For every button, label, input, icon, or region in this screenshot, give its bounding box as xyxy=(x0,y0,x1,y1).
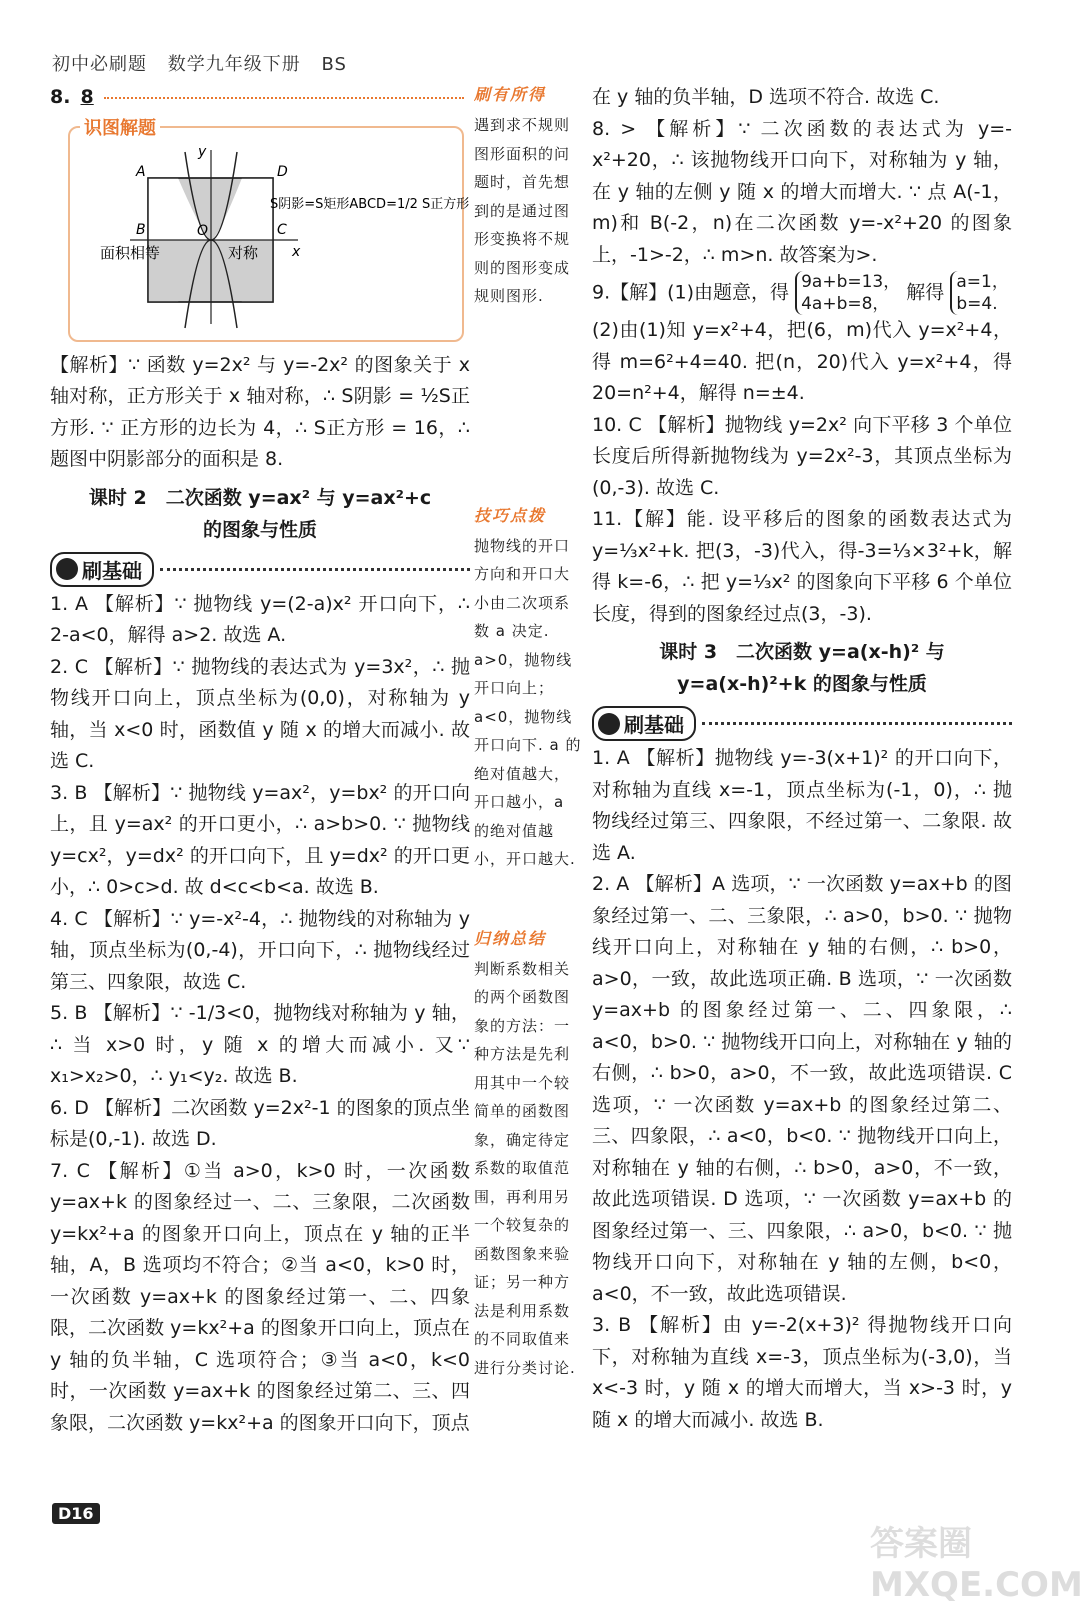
side-title-1: 刷有所得 xyxy=(474,85,547,104)
r-p3: 3. B 【解析】由 y=-2(x+3)² 得抛物线开口向下，对称轴为直线 x=-3，顶点坐标为(-3,0)，当 x<-3 时，y 随 x 的增大而增大，当 x>-3 时，y 随 x 的增大而减小. 故选 B. xyxy=(592,1314,1012,1431)
q3: 3. B 【解析】∵ 抛物线 y=ax²，y=bx² 的开口向上，且 y=ax² 的开口更小，∴ a>b>0. ∵ 抛物线 y=cx²，y=dx² 的开口向下，且 y=dx² 的开口更小，∴ 0>c>d. 故 d<c<b<a. 故选 B. xyxy=(50,781,470,898)
origin-o: O xyxy=(197,222,209,239)
page-number: D16 xyxy=(52,1503,100,1524)
side-text-2: 抛物线的开口方向和开口大小由二次项系数 a 决定. a>0，抛物线开口向上；a<0，抛物线开口向下. a 的绝对值越大，开口越小，a 的绝对值越小，开口越大. xyxy=(474,536,582,868)
point-d: D xyxy=(277,163,288,180)
series-name: 初中必刷题 xyxy=(52,54,147,75)
r-q9a: 9.【解】(1)由题意，得 9a+b=13， 4a+b=8， 解得 a=1， b=4. xyxy=(592,272,1009,314)
axis-x-label: x xyxy=(292,243,301,260)
q8-line: 8. 8 xyxy=(50,82,470,114)
q7: 7. C 【解析】①当 a>0，k>0 时，一次函数 y=ax+k 的图象经过一、二、三象限，二次函数 y=kx²+a 的图象开口向上，顶点在 y 轴的正半轴，A，B 选项均不符合；②当 a<0，k>0 时，一次函数 y=ax+k 的图象经过第一、二、四象限，二次函数 y=kx²+a 的图象开口向上，顶点在 y 轴的负半轴，C 选项符合；③当 a<0，k<0 时，一次函数 y=ax+k 的图象经过第二、三、四象限，二次函数 y=kx²+a 的图象开口向下，顶点 xyxy=(50,1159,470,1434)
side-text-1: 遇到求不规则图形面积的问题时，首先想到的是通过图形变换将不规则的图形变成规则图形. xyxy=(474,116,571,305)
q8-answer: 8 xyxy=(80,86,94,108)
ji-chu-heading-2: 刷基础 xyxy=(592,706,1012,741)
left-note: 面积相等 xyxy=(100,243,161,262)
point-b: B xyxy=(136,221,146,238)
ji-chu-heading: 刷基础 xyxy=(50,552,470,587)
left-column xyxy=(50,82,470,1439)
right-note: 对称 xyxy=(228,243,259,262)
r-q9b: (2)由(1)知 y=x²+4，把(6，m)代入 y=x²+4，得 m=6²+4=40. 把(n，20)代入 y=x²+4，得 20=n²+4，解得 n=±4. xyxy=(592,319,1012,404)
q8-analysis: 【解析】∵ 函数 y=2x² 与 y=-2x² 的图象关于 x 轴对称，正方形关于 x 轴对称，∴ S阴影 = ½S正方形. ∵ 正方形的边长为 4，∴ S正方形 = 16，∴ 题图中阴影部分的面积是 8. xyxy=(50,353,470,470)
r-q10: 10. C 【解析】抛物线 y=2x² 向下平移 3 个单位长度后所得新抛物线为 y=2x²-3，其顶点坐标为(0,-3). 故选 C. xyxy=(592,413,1012,499)
r-q8: 8. > 【解析】∵ 二次函数的表达式为 y=-x²+20，∴ 该抛物线开口向下，对称轴为 y 轴，在 y 轴的左侧 y 随 x 的增大而增大. ∵ 点 A(-1，m)和 B(-2，n)在二次函数 y=-x²+20 的图象上，-1>-2，∴ m>n. 故答案为>. xyxy=(592,117,1012,266)
side-column xyxy=(474,82,584,1398)
lesson3-title: 课时 3 二次函数 y=a(x-h)² 与 y=a(x-h)²+k 的图象与性质 xyxy=(659,641,945,695)
r-q11: 11.【解】能. 设平移后的图象的函数表达式为 y=⅓x²+k. 把(3，-3)代入，得-3=⅓×3²+k，解得 k=-6，∴ 把 y=⅓x² 的图象向下平移 6 个单位长度，得到的图象经过点(3，-3). xyxy=(592,508,1012,625)
solution-system: a=1， b=4. xyxy=(950,271,1008,315)
figure-title: 识图解题 xyxy=(80,114,160,140)
page-header xyxy=(52,50,361,76)
point-a: A xyxy=(136,163,146,180)
area-formula: S阴影=S矩形ABCD=1/2 S正方形 xyxy=(270,196,470,212)
edition-name: BS xyxy=(321,54,347,75)
lesson2-title: 课时 2 二次函数 y=ax² 与 y=ax²+c 的图象与性质 xyxy=(88,486,432,541)
q1: 1. A 【解析】∵ 抛物线 y=(2-a)x² 开口向下，∴ 2-a<0，解得 a>2. 故选 A. xyxy=(50,592,470,646)
side-text-3: 判断系数相关的两个函数图象的方法：一种方法是先利用其中一个较简单的函数图象，确定待定系数的取值范围，再利用另一个较复杂的函数图象来验证；另一种方法是利用系数的不同取值来进行分类讨论. xyxy=(474,959,576,1377)
subject-name: 数学九年级下册 xyxy=(167,54,301,75)
r-p2: 2. A 【解析】A 选项，∵ 一次函数 y=ax+b 的图象经过第一、二、三象限，∴ a>0，b>0. ∵ 抛物线开口向上，对称轴在 y 轴的右侧，∴ b>0，a>0，一致，故此选项正确. B 选项，∵ 一次函数 y=ax+b 的图象经过第一、二、四象限，∴ a<0，b>0. ∵ 抛物线开口向上，对称轴在 y 轴的右侧，∴ b>0，a>0，不一致，故此选项错误. C 选项，∵ 一次函数 y=ax+b 的图象经过第二、三、四象限，∴ a<0，b<0. ∵ 抛物线开口向上，对称轴在 y 轴的右侧，∴ b>0，a>0，不一致，故此选项错误. D 选项，∵ 一次函数 y=ax+b 的图象经过第一、三、四象限，∴ a>0，b<0. ∵ 抛物线开口向下，对称轴在 y 轴的左侧，b<0，a<0，不一致，故此选项错误. xyxy=(592,873,1012,1305)
equation-system: 9a+b=13， 4a+b=8， xyxy=(795,271,900,315)
axis-y-label: y xyxy=(198,143,207,160)
side-title-3: 归纳总结 xyxy=(474,928,547,948)
q6: 6. D 【解析】二次函数 y=2x²-1 的图象的顶点坐标是(0,-1). 故选 D. xyxy=(50,1096,470,1150)
right-column xyxy=(592,82,1012,1436)
parabola-figure xyxy=(70,128,470,340)
q2: 2. C 【解析】∵ 抛物线的表达式为 y=3x²，∴ 抛物线开口向上，顶点坐标为(0,0)，对称轴为 y 轴，当 x<0 时，函数值 y 随 x 的增大而减小. 故选 C. xyxy=(50,655,470,772)
r-p1: 1. A 【解析】抛物线 y=-3(x+1)² 的开口向下，对称轴为直线 x=-1，顶点坐标为(-1，0)，∴ 抛物线经过第三、四象限，不经过第一、二象限. 故选 A. xyxy=(592,747,1012,864)
point-c: C xyxy=(277,221,287,238)
figure-box xyxy=(68,117,470,342)
r-continue: 在 y 轴的负半轴，D 选项不符合. 故选 C. xyxy=(592,86,940,108)
watermark-logo: 答案圈 MXQE.COM xyxy=(870,1524,1083,1605)
q4: 4. C 【解析】∵ y=-x²-4，∴ 抛物线的对称轴为 y 轴，顶点坐标为(0,-4)，开口向下，∴ 抛物线经过第三、四象限，故选 C. xyxy=(50,907,470,993)
q5: 5. B 【解析】∵ -1/3<0，抛物线对称轴为 y 轴，∴ 当 x>0 时，y 随 x 的增大而减小. 又∵ x₁>x₂>0，∴ y₁<y₂. 故选 B. xyxy=(50,1002,470,1087)
side-title-2: 技巧点拨 xyxy=(474,505,547,525)
